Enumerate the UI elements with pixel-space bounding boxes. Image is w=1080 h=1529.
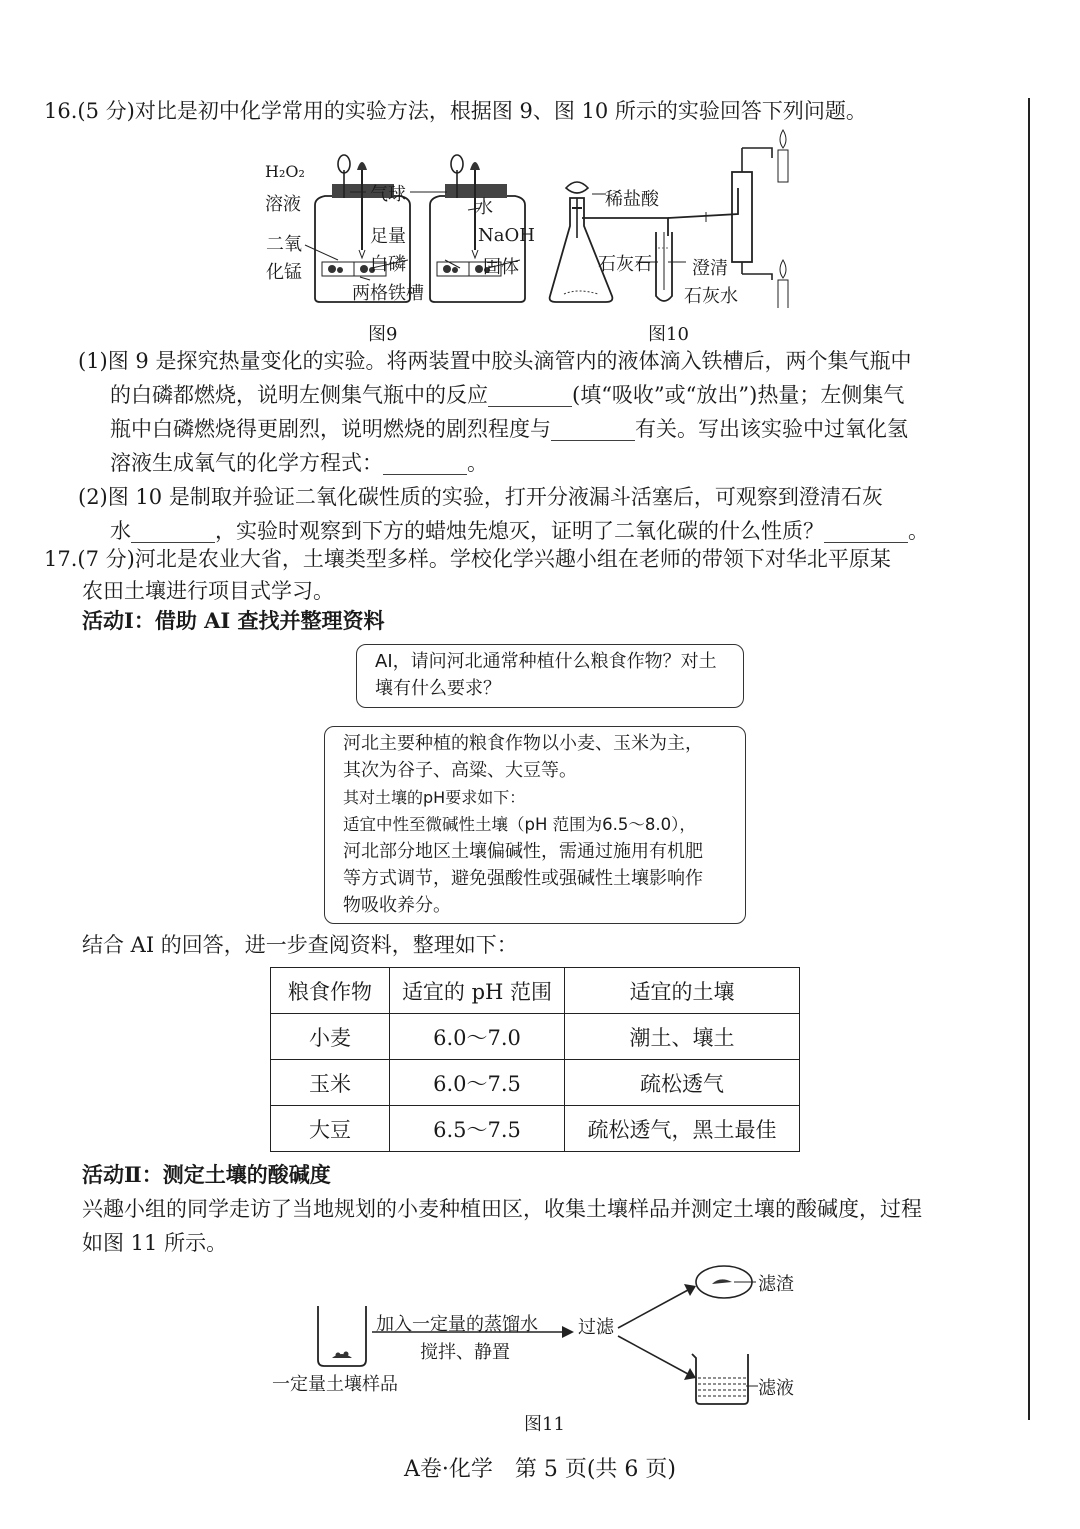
ai-answer-line4: 适宜中性至微碱性土壤（pH 范围为6.5～8.0）， bbox=[343, 815, 696, 834]
table-cell: 疏松透气 bbox=[565, 1060, 800, 1106]
ai-question-line2: 壤有什么要求？ bbox=[375, 678, 501, 699]
activity-2-text-line2: 如图 11 所示。 bbox=[82, 1231, 228, 1255]
fig9-label-mno2-b: 化锰 bbox=[266, 262, 302, 283]
table-header-cell: 适宜的土壤 bbox=[565, 968, 800, 1014]
ai-answer-bubble bbox=[324, 726, 746, 924]
q16-part1-line3: 瓶中白磷燃烧得更剧烈，说明燃烧的剧烈程度与________有关。写出该实验中过氧化氢 bbox=[110, 417, 908, 441]
fig9-label-balloon: 气球 bbox=[370, 184, 406, 205]
q16-part1-line2: 的白磷都燃烧，说明左侧集气瓶中的反应________(填“吸收”或“放出”)热量；左侧集气 bbox=[110, 383, 905, 407]
q16-part1-line1: (1)图 9 是探究热量变化的实验。将两装置中胶头滴管内的液体滴入铁槽后，两个集气瓶中 bbox=[78, 349, 912, 373]
ai-answer-line1: 河北主要种植的粮食作物以小麦、玉米为主， bbox=[343, 733, 703, 754]
fig9-label-white-phosphorus: 白磷 bbox=[370, 254, 406, 275]
ai-answer-line7: 物吸收养分。 bbox=[343, 895, 451, 916]
fig9-label-solution: 溶液 bbox=[265, 194, 301, 215]
ai-question-line1: AI，请问河北通常种植什么粮食作物？对土 bbox=[375, 651, 717, 672]
fig9-label-water: 水 bbox=[475, 197, 493, 218]
fig9-label-sufficient: 足量 bbox=[370, 226, 406, 247]
table-header-cell: 粮食作物 bbox=[271, 968, 390, 1014]
activity-1-title: 活动Ⅰ：借助 AI 查找并整理资料 bbox=[82, 608, 385, 633]
fig9-caption: 图9 bbox=[368, 324, 398, 345]
table-cell: 潮土、壤土 bbox=[565, 1014, 800, 1060]
ai-answer-line6: 等方式调节，避免强酸性或强碱性土壤影响作 bbox=[343, 868, 703, 889]
table-cell: 6.5～7.5 bbox=[390, 1106, 565, 1152]
fig11-soil-sample: 一定量土壤样品 bbox=[272, 1374, 398, 1395]
fig9-label-solid: 固体 bbox=[483, 257, 519, 278]
table-row bbox=[271, 1060, 800, 1106]
table-cell: 玉米 bbox=[271, 1060, 390, 1106]
table-cell: 疏松透气，黑土最佳 bbox=[565, 1106, 800, 1152]
table-row bbox=[271, 1106, 800, 1152]
fig11-step-stir: 搅拌、静置 bbox=[420, 1342, 510, 1363]
fig11-filtrate: 滤液 bbox=[758, 1378, 794, 1399]
ai-answer-line5: 河北部分地区土壤偏碱性，需通过施用有机肥 bbox=[343, 841, 703, 862]
activity-2-text-line1: 兴趣小组的同学走访了当地规划的小麦种植田区，收集土壤样品并测定土壤的酸碱度，过程 bbox=[82, 1197, 922, 1221]
table-header-row bbox=[271, 968, 800, 1014]
page-footer: A卷·化学 第 5 页(共 6 页) bbox=[403, 1457, 676, 1482]
fig10-label-clear: 澄清 bbox=[692, 258, 728, 279]
crop-ph-table bbox=[270, 967, 800, 1152]
fig10-caption: 图10 bbox=[648, 324, 689, 345]
q16-part2-line2: 水________，实验时观察到下方的蜡烛先熄灭，证明了二氧化碳的什么性质？________。 bbox=[110, 519, 929, 543]
fig11-step-add-water: 加入一定量的蒸馏水 bbox=[376, 1314, 538, 1335]
ai-answer-line3: 其对土壤的pH要求如下： bbox=[343, 788, 526, 807]
margin-rule bbox=[1028, 98, 1030, 1420]
figure-10-apparatus bbox=[548, 128, 808, 308]
ai-question-bubble bbox=[356, 644, 744, 708]
q17-heading-line1: 17.(7 分)河北是农业大省，土壤类型多样。学校化学兴趣小组在老师的带领下对华北平原某 bbox=[44, 547, 891, 571]
table-cell: 6.0～7.5 bbox=[390, 1060, 565, 1106]
fig11-caption: 图11 bbox=[524, 1414, 565, 1435]
activity-2-title: 活动Ⅱ：测定土壤的酸碱度 bbox=[82, 1162, 331, 1187]
table-cell: 大豆 bbox=[271, 1106, 390, 1152]
after-ai-text: 结合 AI 的回答，进一步查阅资料，整理如下： bbox=[82, 933, 518, 957]
fig10-label-dilute-hcl: 稀盐酸 bbox=[605, 189, 659, 210]
table-row bbox=[271, 1014, 800, 1060]
q16-part2-line1: (2)图 10 是制取并验证二氧化碳性质的实验，打开分液漏斗活塞后，可观察到澄清石灰 bbox=[78, 485, 883, 509]
table-header-cell: 适宜的 pH 范围 bbox=[390, 968, 565, 1014]
fig9-label-naoh: NaOH bbox=[478, 225, 535, 246]
fig11-residue: 滤渣 bbox=[758, 1274, 794, 1295]
fig10-label-limewater: 石灰水 bbox=[684, 286, 738, 307]
q17-heading-line2: 农田土壤进行项目式学习。 bbox=[82, 579, 334, 603]
fig10-label-limestone: 石灰石 bbox=[598, 254, 652, 275]
table-cell: 6.0～7.0 bbox=[390, 1014, 565, 1060]
q16-heading: 16.(5 分)对比是初中化学常用的实验方法，根据图 9、图 10 所示的实验回答下列问题。 bbox=[44, 99, 867, 123]
fig9-label-h2o2: H₂O₂ bbox=[265, 162, 305, 181]
fig11-filter: 过滤 bbox=[578, 1317, 614, 1338]
fig9-label-iron-trough: 两格铁槽 bbox=[352, 283, 424, 304]
fig9-label-mno2-a: 二氧 bbox=[266, 234, 302, 255]
table-cell: 小麦 bbox=[271, 1014, 390, 1060]
q16-part1-line4: 溶液生成氧气的化学方程式：________。 bbox=[110, 451, 488, 475]
ai-answer-line2: 其次为谷子、高粱、大豆等。 bbox=[343, 760, 577, 781]
